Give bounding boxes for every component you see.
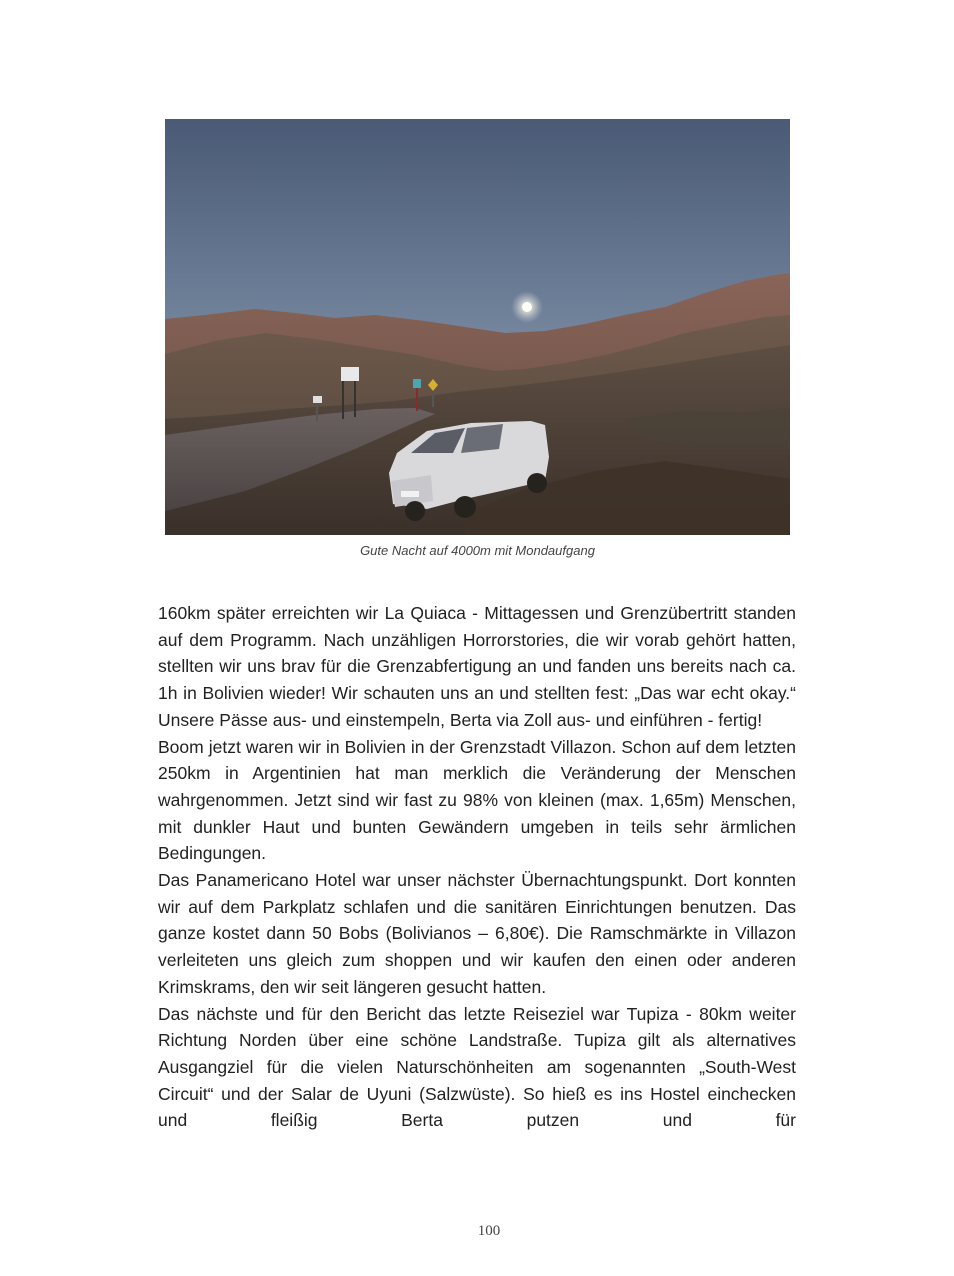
paragraph: Das Panamericano Hotel war unser nächster Übernachtungspunkt. Dort konnten wir auf dem Parkplatz schlafen und die sanitären Einrichtungen benutzen. Das ganze kostet dann 50 Bobs (Bolivianos – 6,80€). Die Ramschmärkte in Villazon verleiteten uns gleich zum shoppen und wir kaufen den einen oder anderen Krimskrams, den wir seit längeren gesucht hatten.	[158, 870, 796, 997]
figure-caption: Gute Nacht auf 4000m mit Mondaufgang	[360, 543, 595, 558]
paragraph: Boom jetzt waren wir in Bolivien in der Grenzstadt Villazon. Schon auf dem letzten 250km in Argentinien hat man merklich die Veränderung der Menschen wahrgenommen. Jetzt sind wir fast zu 98% von kleinen (max. 1,65m) Menschen, mit dunkler Haut und bunten Gewändern umgeben in teils sehr ärmlichen Bedingungen.	[158, 736, 796, 864]
page-number: 100	[477, 1223, 501, 1239]
paragraph: Das nächste und für den Bericht das letzte Reiseziel war Tupiza - 80km weiter Richtung Norden über eine schöne Landstraße. Tupiza gilt als alternatives Ausgangziel für die vielen Naturschönheiten am sogenannten „South-West Circuit“ und der Salar de Uyuni (Salzwüste). So hieß es ins Hostel einchecken und fleißig Berta putzen und für	[158, 1003, 796, 1131]
body-text	[158, 600, 796, 1134]
photo-van-moonrise	[165, 119, 790, 535]
paragraph: 160km später erreichten wir La Quiaca - Mittagessen und Grenzübertritt standen auf dem Programm. Nach unzähligen Horrorstories, die wir vorab gehört hatten, stellten wir uns brav für die Grenzabfertigung an und fanden uns bereits nach ca. 1h in Bolivien wieder! Wir schauten uns an und stellten fest: „Das war echt okay.“ Unsere Pässe aus- und einstempeln, Berta via Zoll aus- und einführen - fertig!	[158, 603, 796, 730]
